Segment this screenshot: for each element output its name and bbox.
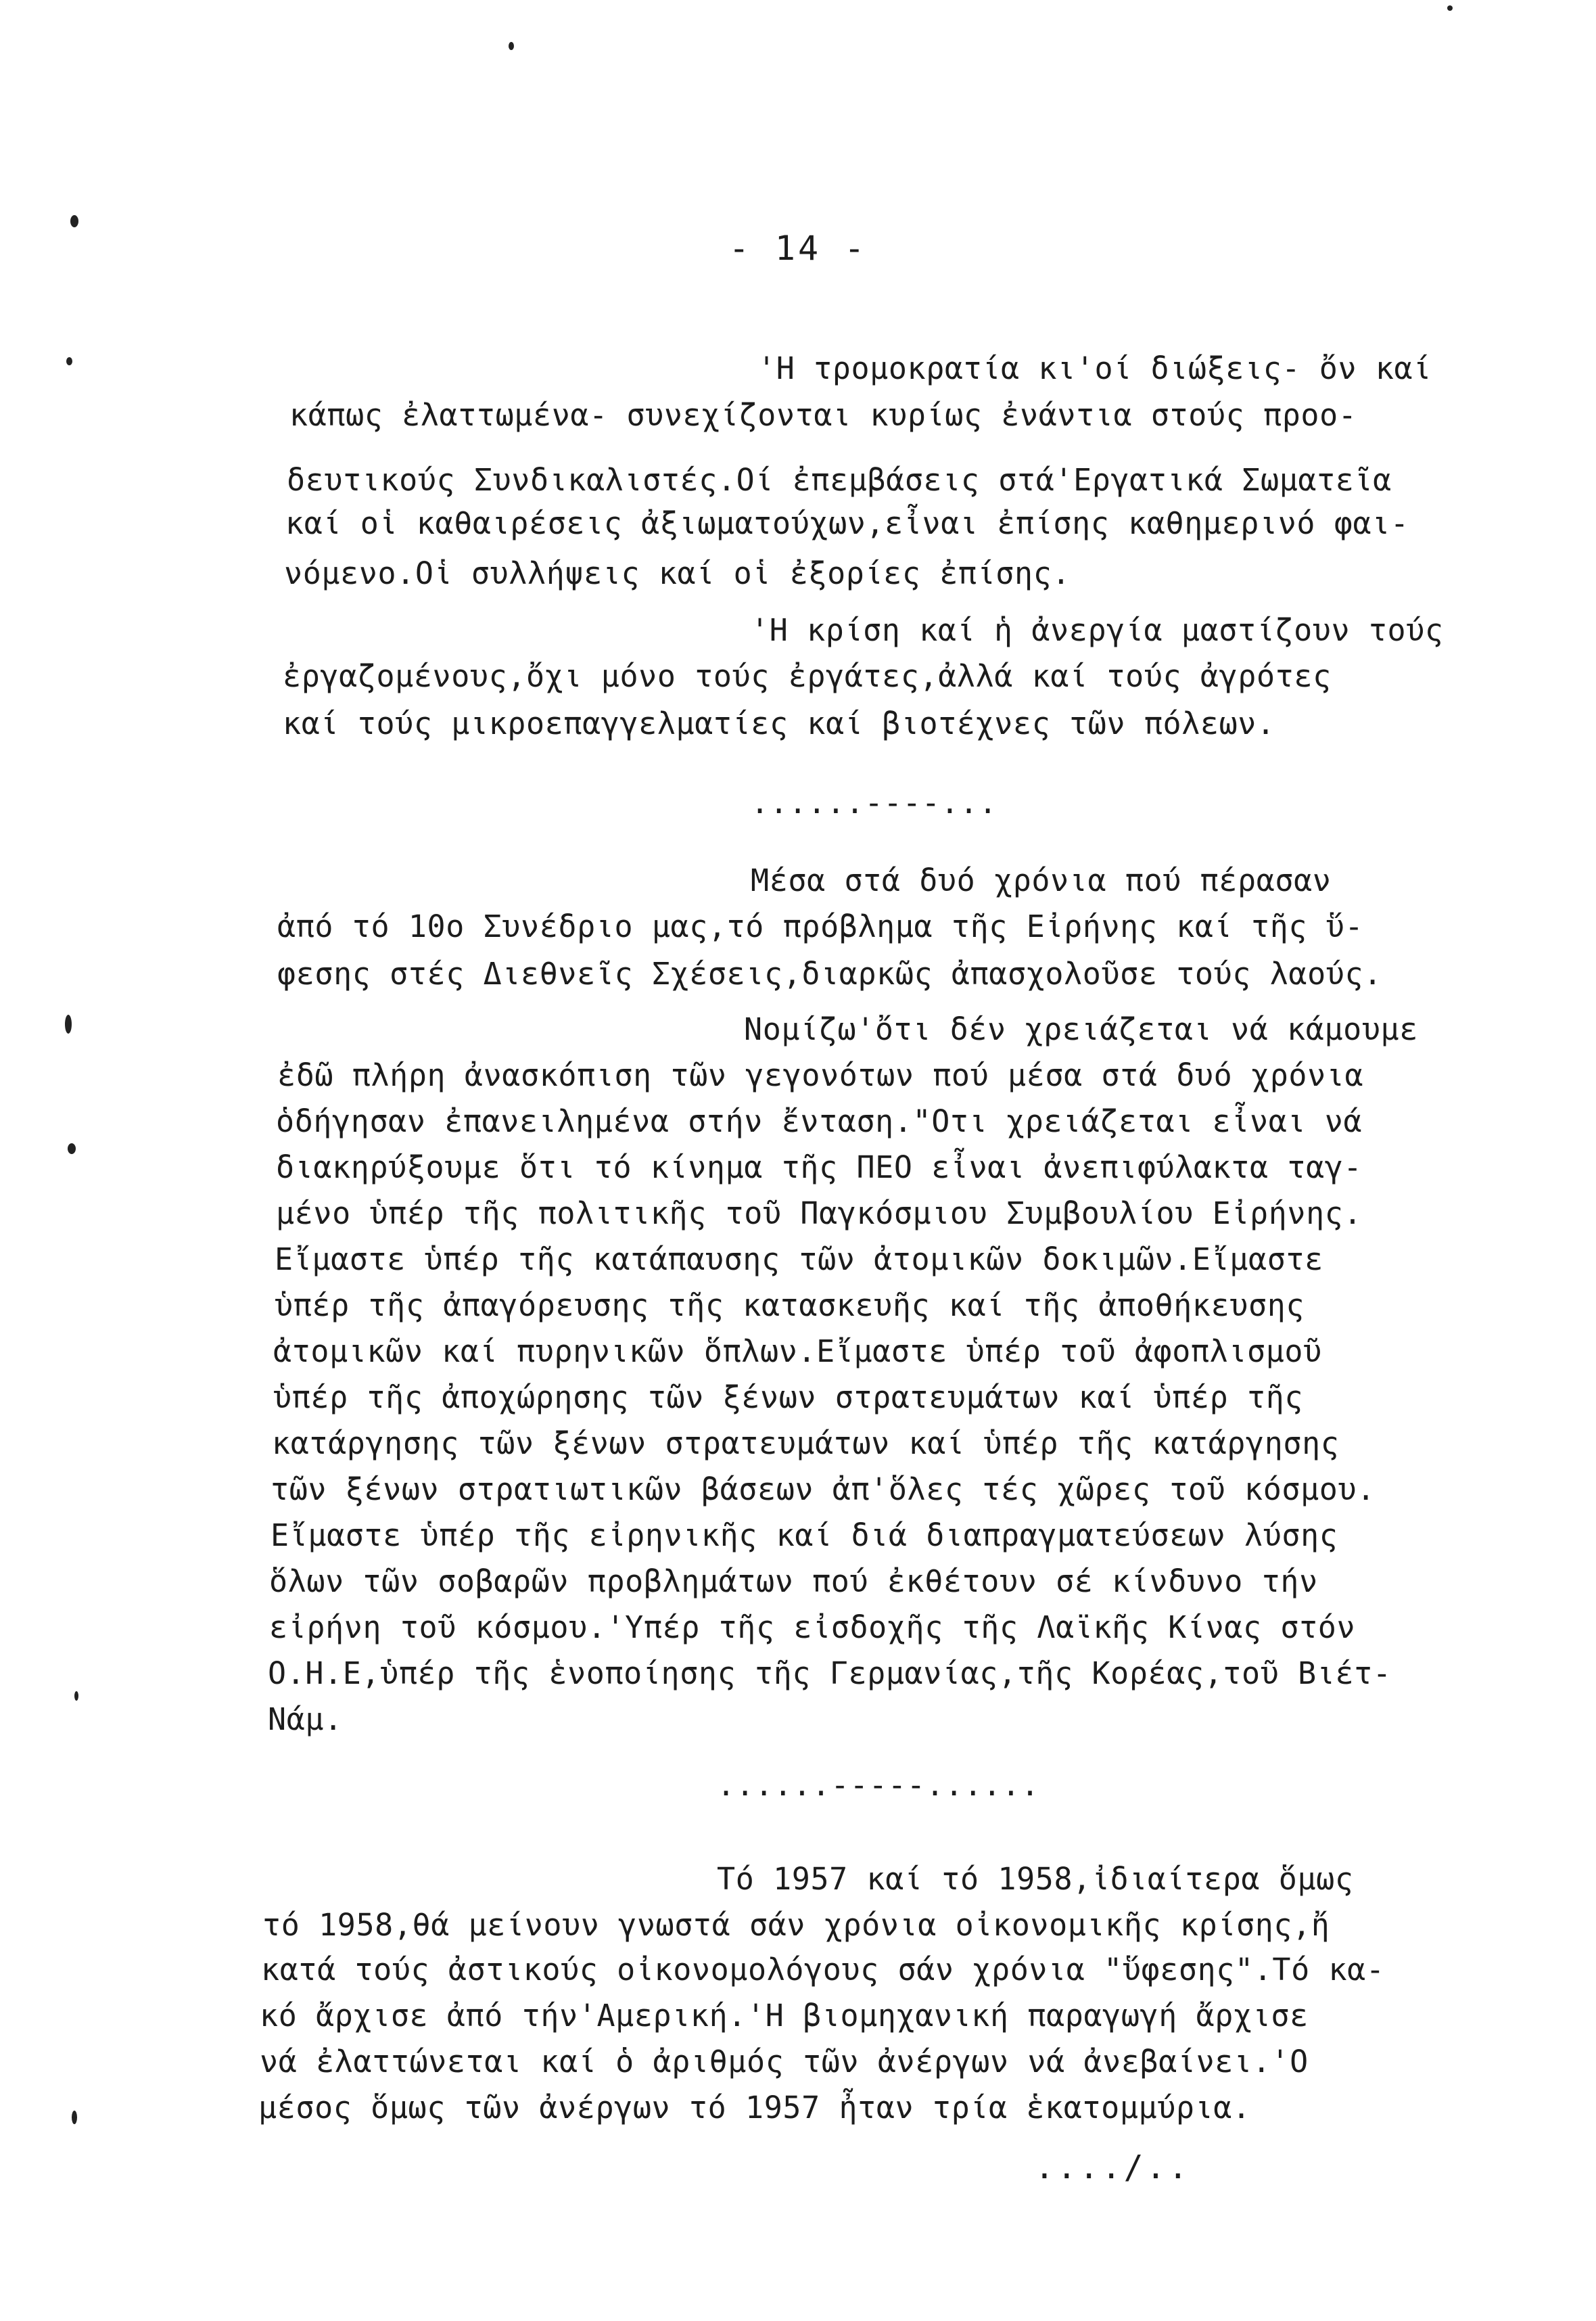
section2-line: Μέσα στά δυό χρόνια πού πέρασαν	[751, 863, 1332, 898]
section2-line: Ο.Η.Ε,ὑπέρ τῆς ἑνοποίησης τῆς Γερμανίας,τῆς Κορέας,τοῦ Βιέτ-	[268, 1655, 1392, 1691]
section2-line: Εἴμαστε ὑπέρ τῆς κατάπαυσης τῶν ἀτομικῶν δοκιμῶν.Εἴμαστε	[275, 1241, 1323, 1277]
scan-speck	[1447, 5, 1453, 11]
section2-line: Νάμ.	[268, 1701, 343, 1737]
scan-speck	[65, 1015, 72, 1034]
scan-speck	[66, 357, 72, 365]
section-separator: ......-----......	[717, 1767, 1040, 1803]
section3-line: νά ἐλαττώνεται καί ὁ ἀριθμός τῶν ἀνέργων νά ἀνεβαίνει.'Ο	[260, 2044, 1309, 2079]
section2-line: ὅλων τῶν σοβαρῶν προβλημάτων πού ἐκθέτουν σέ κίνδυνο τήν	[269, 1563, 1318, 1599]
section2-line: μένο ὑπέρ τῆς πολιτικῆς τοῦ Παγκόσμιου Συμβουλίου Εἰρήνης.	[276, 1195, 1363, 1231]
continuation-mark: ..../..	[1035, 2148, 1191, 2186]
scan-speck	[72, 2111, 77, 2124]
section3-line: μέσος ὅμως τῶν ἀνέργων τό 1957 ἦταν τρία ἑκατομμύρια.	[258, 2090, 1251, 2125]
page-number: - 14 -	[728, 229, 868, 268]
section2-line: εἰρήνη τοῦ κόσμου.'Υπέρ τῆς εἰσδοχῆς τῆς Λαϊκῆς Κίνας στόν	[269, 1609, 1356, 1645]
section1-line: καί τούς μικροεπαγγελματίες καί βιοτέχνες τῶν πόλεων.	[283, 706, 1275, 741]
scan-speck	[70, 215, 78, 227]
section1-line: 'Η κρίση καί ἡ ἀνεργία μαστίζουν τούς	[751, 612, 1444, 648]
section2-line: ἐδῶ πλήρη ἀνασκόπιση τῶν γεγονότων πού μέσα στά δυό χρόνια	[277, 1057, 1364, 1093]
section3-line: Τό 1957 καί τό 1958,ἰδιαίτερα ὅμως	[717, 1861, 1354, 1897]
section3-line: κό ἄρχισε ἀπό τήν'Αμερική.'Η βιομηχανική παραγωγή ἄρχισε	[260, 1998, 1309, 2033]
scan-speck	[74, 1691, 78, 1701]
section2-line: τῶν ξένων στρατιωτικῶν βάσεων ἀπ'ὅλες τές χῶρες τοῦ κόσμου.	[271, 1471, 1376, 1507]
section2-line: ὑπέρ τῆς ἀποχώρησης τῶν ξένων στρατευμάτων καί ὑπέρ τῆς	[273, 1379, 1304, 1415]
section2-line: Νομίζω'ὄτι δέν χρειάζεται νά κάμουμε	[744, 1011, 1418, 1047]
section3-line: τό 1958,θά μείνουν γνωστά σάν χρόνια οἰκονομικῆς κρίσης,ἤ	[262, 1907, 1330, 1943]
section2-line: Εἴμαστε ὑπέρ τῆς εἰρηνικῆς καί διά διαπραγματεύσεων λύσης	[271, 1517, 1338, 1553]
section2-line: ὁδήγησαν ἐπανειλημένα στήν ἔνταση."Οτι χρειάζεται εἶναι νά	[276, 1103, 1363, 1139]
section-separator: ......----...	[751, 785, 998, 821]
section1-line: δευτικούς Συνδικαλιστές.Οί ἐπεμβάσεις στά'Εργατικά Σωματεῖα	[287, 462, 1392, 498]
section3-line: κατά τούς ἀστικούς οἰκονομολόγους σάν χρόνια "ὕφεσης".Τό κα-	[261, 1952, 1385, 1987]
scan-speck	[509, 42, 514, 50]
section1-line: 'Η τρομοκρατία κι'οί διώξεις- ὄν καί	[757, 350, 1432, 386]
section2-line: κατάργησης τῶν ξένων στρατευμάτων καί ὑπέρ τῆς κατάργησης	[272, 1425, 1340, 1461]
section1-line: νόμενο.Οἱ συλλήψεις καί οἱ ἐξορίες ἐπίσης.	[284, 555, 1071, 591]
section1-line: καί οἱ καθαιρέσεις ἀξιωματούχων,εἶναι ἐπίσης καθημερινό φαι-	[285, 505, 1409, 541]
section2-line: διακηρύξουμε ὅτι τό κίνημα τῆς ΠΕΟ εἶναι ἀνεπιφύλακτα ταγ-	[276, 1149, 1363, 1185]
section2-line: ἀπό τό 10ο Συνέδριο μας,τό πρόβλημα τῆς Εἰρήνης καί τῆς ὕ-	[277, 909, 1364, 944]
section2-line: ὑπέρ τῆς ἀπαγόρευσης τῆς κατασκευῆς καί τῆς ἀποθήκευσης	[275, 1287, 1305, 1323]
section1-line: κάπως ἐλαττωμένα- συνεχίζονται κυρίως ἐνάντια στούς προο-	[289, 397, 1357, 433]
section2-line: φεσης στές Διεθνεῖς Σχέσεις,διαρκῶς ἀπασχολοῦσε τούς λαούς.	[277, 956, 1382, 992]
scan-speck	[68, 1143, 76, 1154]
section2-line: ἀτομικῶν καί πυρηνικῶν ὅπλων.Εἴμαστε ὑπέρ τοῦ ἀφοπλισμοῦ	[273, 1333, 1322, 1369]
section1-line: ἐργαζομένους,ὄχι μόνο τούς ἐργάτες,ἀλλά καί τούς ἀγρότες	[283, 658, 1332, 694]
